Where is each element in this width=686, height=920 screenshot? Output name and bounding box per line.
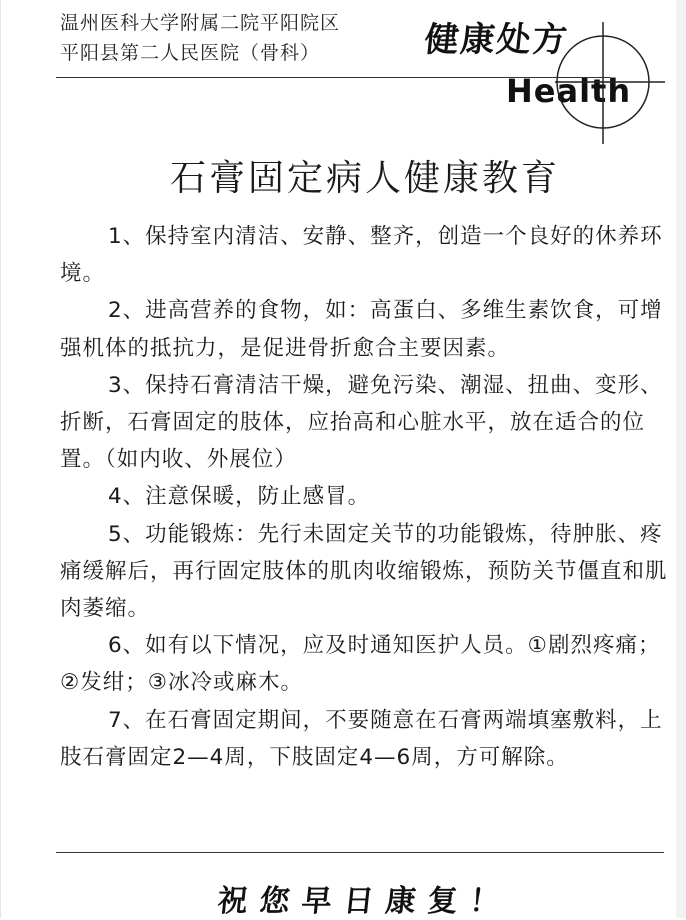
list-item [60, 516, 680, 628]
brand-english: Health [506, 72, 632, 110]
list-item [60, 627, 680, 701]
item-text: 1、保持室内清洁、安静、整齐，创造一个良好的休养环境。 [60, 224, 663, 287]
list-item [60, 218, 680, 292]
crosshair-icon [555, 22, 665, 144]
item-text: 2、进高营养的食物，如：高蛋白、多维生素饮食，可增强机体的抵抗力，是促进骨折愈合主要因素。 [60, 298, 663, 361]
footer-divider [56, 852, 664, 853]
hospital-name-line2: 平阳县第二人民医院（骨科） [60, 42, 321, 64]
item-text: 6、如有以下情况，应及时通知医护人员。①剧烈疼痛；②发绀；③冰冷或麻木。 [60, 633, 661, 696]
list-item [60, 702, 680, 776]
list-item [60, 367, 680, 479]
closing-message: 祝您早日康复！ [215, 884, 514, 919]
item-text: 3、保持石膏清洁干燥，避免污染、潮湿、扭曲、变形、折断，石膏固定的肢体，应抬高和心脏水平，放在适合的位置。（如内收、外展位） [60, 372, 663, 473]
item-text: 7、在石膏固定期间，不要随意在石膏两端填塞敷料，上肢石膏固定2—4周，下肢固定4—6周，方可解除。 [60, 707, 663, 770]
education-content [60, 218, 680, 776]
document-title: 石膏固定病人健康教育 [169, 158, 560, 199]
list-item [60, 292, 680, 366]
hospital-name-line1: 温州医科大学附属二院平阳院区 [60, 12, 341, 34]
item-text: 5、功能锻炼：先行未固定关节的功能锻炼，待肿胀、疼痛缓解后，再行固定肢体的肌肉收缩锻炼，预防关节僵直和肌肉萎缩。 [60, 521, 668, 622]
brand-title: 健康处方 [422, 20, 571, 60]
list-item [60, 478, 680, 515]
item-text: 4、注意保暖，防止感冒。 [108, 484, 371, 510]
header-divider [56, 77, 610, 78]
